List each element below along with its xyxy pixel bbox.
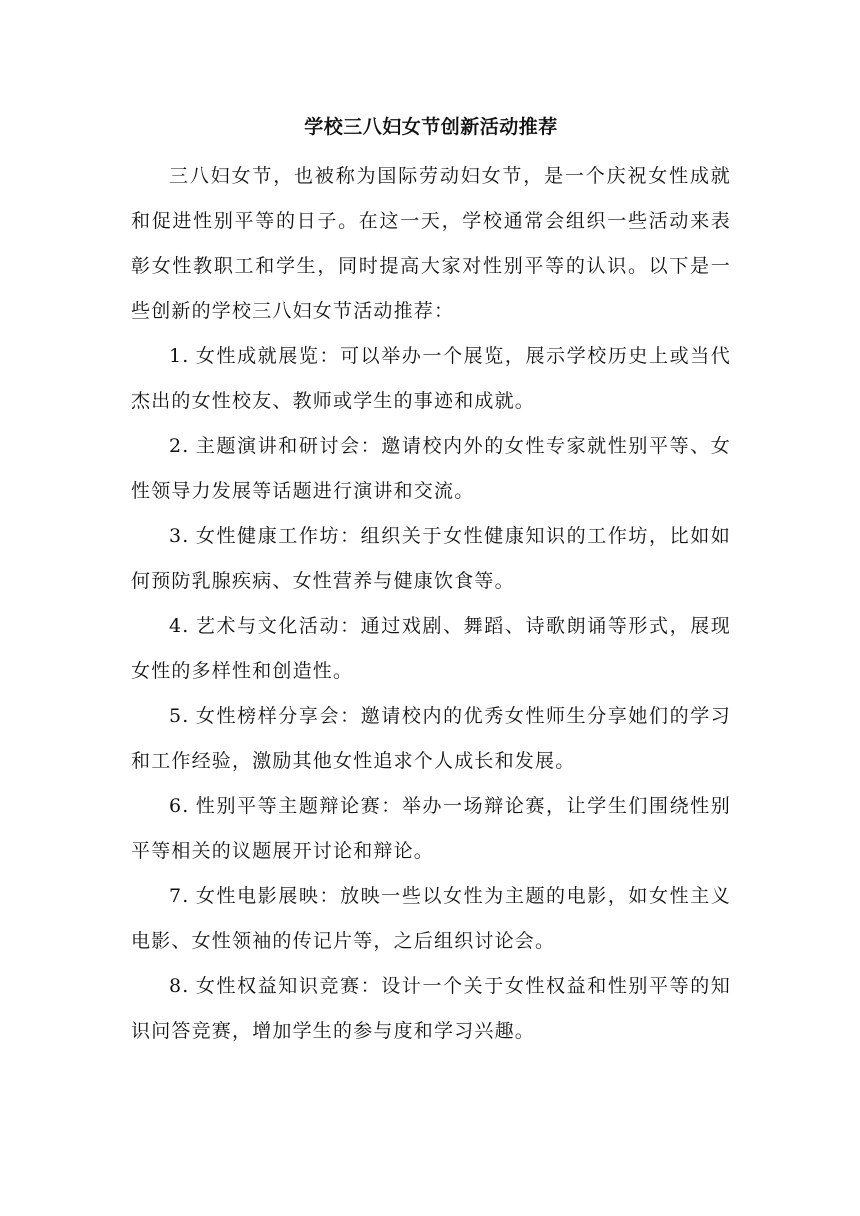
document-content <box>131 108 731 1054</box>
list-item-number: 5. <box>169 705 190 727</box>
list-item-text: 女性权益知识竞赛：设计一个关于女性权益和性别平等的知识问答竞赛，增加学生的参与度和学习兴趣。 <box>131 975 731 1042</box>
list-item-text: 主题演讲和研讨会：邀请校内外的女性专家就性别平等、女性领导力发展等话题进行演讲和交流。 <box>131 435 731 502</box>
list-item-number: 7. <box>169 885 190 907</box>
list-item <box>131 784 731 874</box>
list-item-text: 女性健康工作坊：组织关于女性健康知识的工作坊，比如如何预防乳腺疾病、女性营养与健康饮食等。 <box>131 525 731 592</box>
list-item <box>131 874 731 964</box>
list-item-number: 4. <box>169 615 190 637</box>
list-item <box>131 424 731 514</box>
list-item-text: 女性成就展览：可以举办一个展览，展示学校历史上或当代杰出的女性校友、教师或学生的事迹和成就。 <box>131 345 731 412</box>
list-item-number: 3. <box>169 525 190 547</box>
list-item <box>131 604 731 694</box>
list-item <box>131 334 731 424</box>
list-item-text: 女性电影展映：放映一些以女性为主题的电影，如女性主义电影、女性领袖的传记片等，之后组织讨论会。 <box>131 885 731 952</box>
list-item-text: 艺术与文化活动：通过戏剧、舞蹈、诗歌朗诵等形式，展现女性的多样性和创造性。 <box>131 615 731 682</box>
list-item <box>131 694 731 784</box>
list-item-number: 6. <box>169 795 190 817</box>
document-title: 学校三八妇女节创新活动推荐 <box>304 116 558 138</box>
list-item <box>131 964 731 1054</box>
list-item <box>131 514 731 604</box>
list-item-number: 2. <box>169 435 190 457</box>
list-item-text: 女性榜样分享会：邀请校内的优秀女性师生分享她们的学习和工作经验，激励其他女性追求个人成长和发展。 <box>131 705 731 772</box>
list-item-text: 性别平等主题辩论赛：举办一场辩论赛，让学生们围绕性别平等相关的议题展开讨论和辩论。 <box>131 795 731 862</box>
list-item-number: 8. <box>169 975 190 997</box>
intro-paragraph: 三八妇女节，也被称为国际劳动妇女节，是一个庆祝女性成就和促进性别平等的日子。在这一天，学校通常会组织一些活动来表彰女性教职工和学生，同时提高大家对性别平等的认识。以下是一些创新的学校三八妇女节活动推荐： <box>131 165 731 322</box>
list-item-number: 1. <box>169 345 190 367</box>
